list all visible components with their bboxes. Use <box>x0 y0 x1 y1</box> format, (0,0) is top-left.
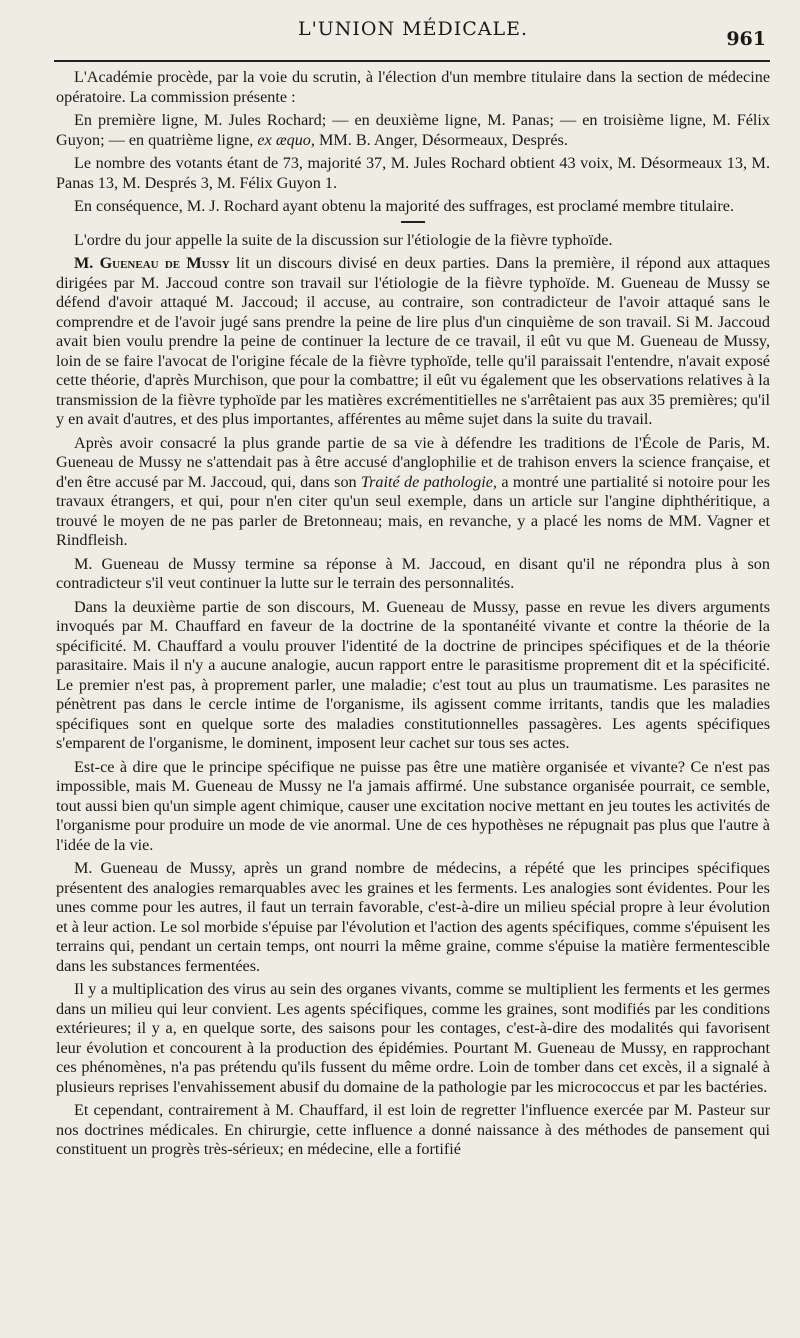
paragraph <box>56 980 770 1097</box>
paragraph-text: M. Gueneau de Mussy termine sa réponse à M. Jaccoud, en disant qu'il ne répondra plus à son contradicteur s'il veut continuer la lutte sur le terrain des personnalités. <box>56 554 770 592</box>
paragraph-text: En conséquence, M. J. Rochard ayant obtenu la majorité des suffrages, est proclamé membre titulaire. <box>74 197 735 215</box>
paragraph-text: Après avoir consacré la plus grande partie de sa vie à défendre les traditions de l'École de Paris, M. Gueneau de Mussy ne s'attendait pas à être accusé d'anglophilie et de trahison envers la science française, et d'en être accusé par M. Jaccoud, qui, dans son <box>56 433 770 491</box>
paragraph <box>56 68 770 107</box>
paragraph <box>56 231 770 251</box>
paragraph-text: L'ordre du jour appelle la suite de la discussion sur l'étiologie de la fièvre typhoïde. <box>74 230 613 249</box>
paragraph-text: L'Académie procède, par la voie du scrutin, à l'élection d'un membre titulaire dans la section de médecine opératoire. La commission présente : <box>56 68 770 106</box>
paragraph-text: MM. B. Anger, Désormeaux, Després. <box>319 130 568 149</box>
page-number: 961 <box>726 28 766 50</box>
paragraph-text: a montré une partialité si notoire pour les travaux étrangers, et qui, pour n'en citer qu'un seul exemple, dans un article sur l'angine diphthéritique, a trouvé le moyen de ne pas parler de Bretonneau; mais, en revanche, y a placé les noms de MM. Vagner et Rindfleish. <box>56 472 771 549</box>
paragraph <box>56 254 770 430</box>
paragraph <box>56 1101 770 1160</box>
page-header <box>56 14 770 52</box>
section-separator <box>401 221 425 223</box>
paragraph <box>56 111 770 150</box>
paragraph <box>56 197 770 217</box>
italic-text: Traité de pathologie, <box>361 472 497 491</box>
paragraph <box>56 598 770 754</box>
paragraph-text: M. Gueneau de Mussy, après un grand nombre de médecins, a répété que les principes spécifiques présentent des analogies remarquables avec les graines et les ferments. Les analogies sont évidentes. Pour les unes comme pour les autres, il faut un terrain favorable, c'est-à-dire un milieu spécial propre à leur évolution et à leur action. Le sol morbide s'épuise par l'évolution et l'action des agents spécifiques, comme s'épuisent les terrains qui, pendant un certain temps, ont nourri la même graine, comme s'épuise la matière fermentescible dans les substances fermentées. <box>56 859 770 975</box>
paragraph-text: En première ligne, M. Jules Rochard; — en deuxième ligne, M. Panas; — en troisième ligne, M. Félix Guyon; — en quatrième ligne, <box>56 111 770 149</box>
paragraph-text: Le nombre des votants étant de 73, majorité 37, M. Jules Rochard obtient 43 voix, M. Désormeaux 13, M. Panas 13, M. Després 3, M. Félix Guyon 1. <box>56 154 770 192</box>
paragraph <box>56 434 770 551</box>
italic-text: ex æquo, <box>257 130 315 149</box>
paragraph-text: Il y a multiplication des virus au sein des organes vivants, comme se multiplient les ferments et les germes dans un milieu qui leur convient. Les agents spécifiques, comme les graines, sont modifiés par les conditions extérieures; il y a, en quelque sorte, des saisons pour les contages, c'est-à-dire des modalités qui favorisent leur évolution et concourent à la production des épidémies. Pourtant M. Gueneau de Mussy, en rapprochant ces phénomènes, n'a pas prétendu qu'ils fussent du même ordre. Loin de tomber dans cet excès, il a signalé à plusieurs reprises l'envahissement abusif du domaine de la pathologie par les micrococcus et par les bactéries. <box>56 980 770 1096</box>
paragraph <box>56 154 770 193</box>
paragraph <box>56 758 770 856</box>
paragraph <box>56 859 770 976</box>
paragraph-text: Est-ce à dire que le principe spécifique ne puisse pas être une matière organisée et vivante? Ce n'est pas impossible, mais M. Gueneau de Mussy ne l'a jamais affirmé. Une substance organisée pourrait, ce semble, tout aussi bien qu'un simple agent chimique, causer une excitation nocive mettant en jeu toutes les activités de l'organisme pour produire un mode de vie anormal. Une de ces hypothèses ne répugnait pas plus que l'autre à l'idée de la vie. <box>56 757 770 854</box>
paragraph-text: Dans la deuxième partie de son discours, M. Gueneau de Mussy, passe en revue les divers arguments invoqués par M. Chauffard en faveur de la doctrine de la spontanéité vivante et contre la théorie de la spécificité. M. Chauffard a voulu prouver l'identité de la doctrine de principes spécifiques et de la théorie parasitaire. Mais il n'y a aucune analogie, aucun rapport entre le parasitisme proprement dit et la spécificité. Le premier n'est pas, à proprement parler, une maladie; c'est tout au plus un traumatisme. Les parasites ne pénètrent pas dans le cercle intime de l'organisme, ils agissent comme irritants, tandis que les maladies spécifiques sont en quelque sorte des maladies constitutionnelles passagères. Les agents spécifiques s'emparent de l'organisme, le dominent, imposent leur cachet sur tous ses actes. <box>56 597 770 752</box>
header-rule <box>54 60 770 62</box>
paragraph-text: Et cependant, contrairement à M. Chauffard, il est loin de regretter l'influence exercée par M. Pasteur sur nos doctrines médicales. En chirurgie, cette influence a donné naissance à des méthodes de pansement qui constituent un progrès très-sérieux; en médecine, elle a fortifié <box>56 1101 770 1158</box>
paragraph-text: lit un discours divisé en deux parties. Dans la première, il répond aux attaques dirigées par M. Jaccoud contre son travail sur l'étiologie de la fièvre typhoïde. M. Gueneau de Mussy se défend d'avoir attaqué M. Jaccoud; il accuse, au contraire, son contradicteur de l'avoir attaqué sans le comprendre et de l'avoir jugé sans prendre la peine de lire plus d'un cinquième de son travail. Si M. Jaccoud avait bien voulu prendre la peine de continuer la lecture de ce travail, il eût vu que M. Gueneau de Mussy, loin de se faire l'avocat de l'origine fécale de la fièvre typhoïde, telle qu'il paraissait l'entendre, n'avait exposé cette théorie, d'après Murchison, que pour la combattre; il eût vu également que les observations relatives à la transmission de la fièvre typhoïde par les matières excrémentitielles ne s'arrêtaient pas aux 35 premières; qu'il y en avait d'autres, et des plus importantes, afférentes au même sujet dans la suite du travail. <box>56 254 771 428</box>
paragraph <box>56 555 770 594</box>
running-title: L'UNION MÉDICALE. <box>297 18 529 40</box>
article-body <box>56 68 770 1160</box>
speaker-name: Gueneau de Mussy <box>99 254 230 272</box>
speaker-prefix: M. <box>74 254 94 272</box>
